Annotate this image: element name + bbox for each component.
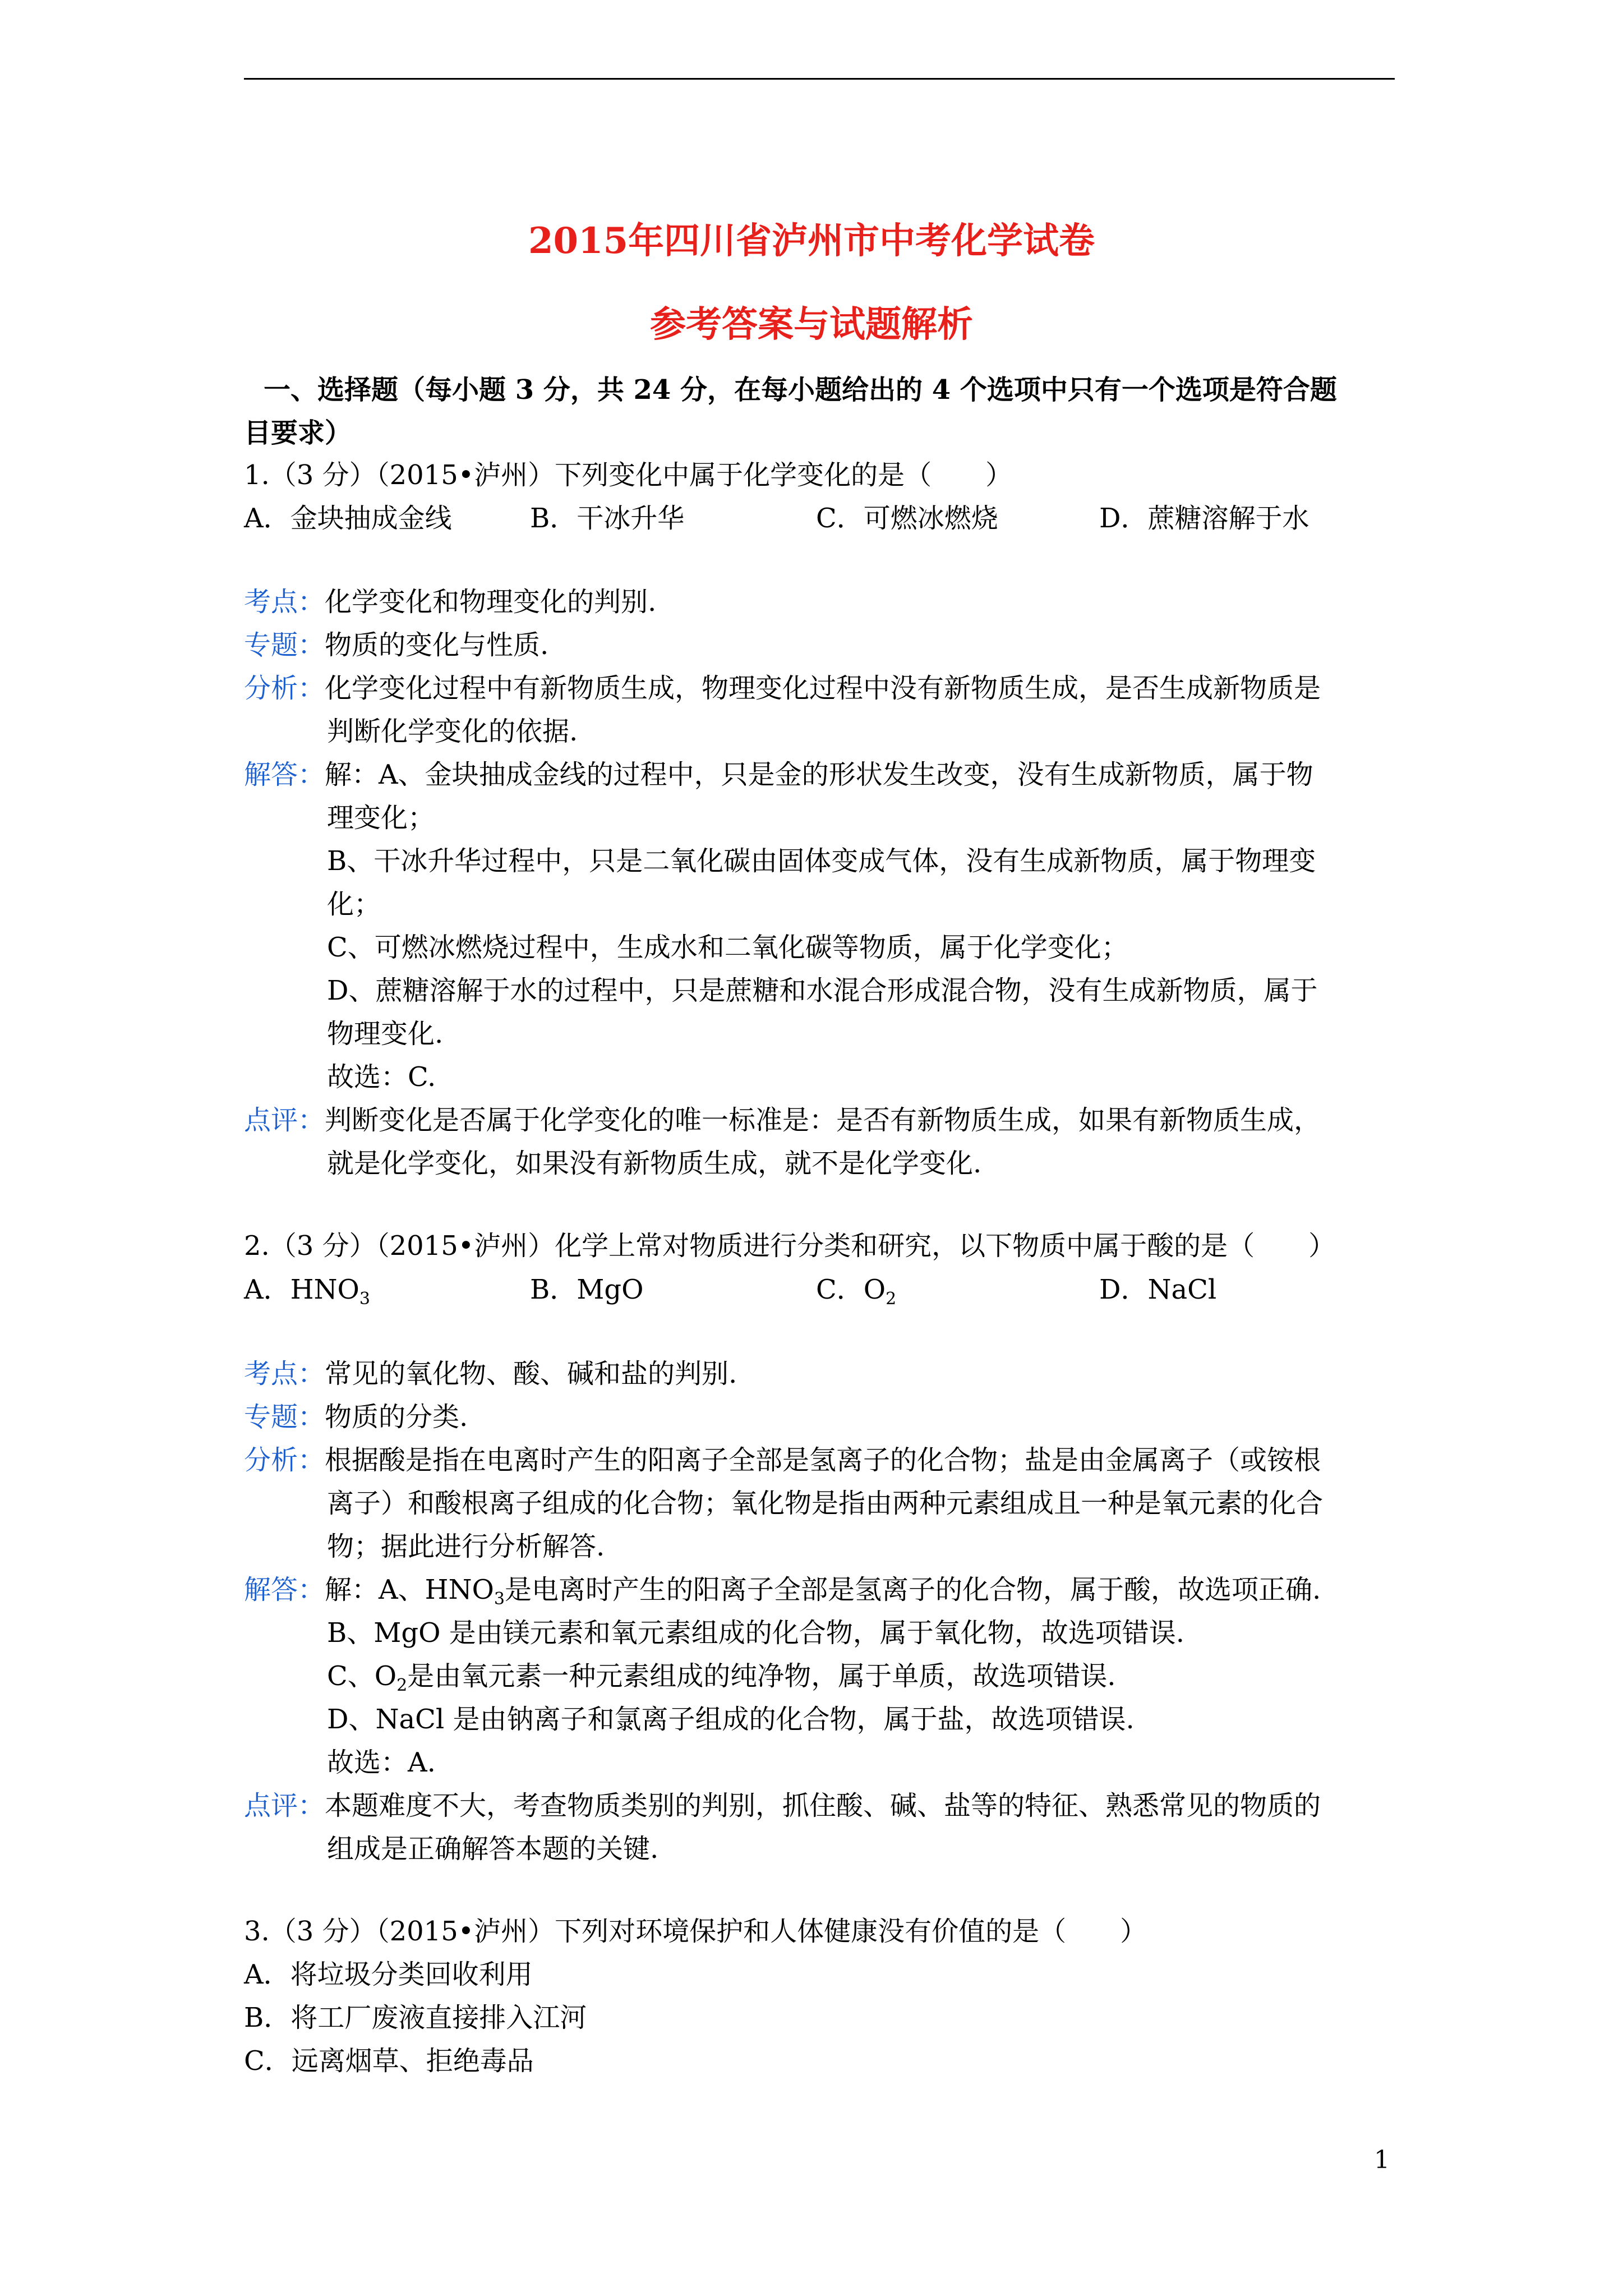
q2-jieda [244,1572,1321,1607]
q2-zhuanti-text: 物质的分类. [325,1401,468,1433]
q1-jieda-6: D、蔗糖溶解于水的过程中，只是蔗糖和水混合形成混合物，没有生成新物质，属于 [327,975,1318,1006]
q1-fenxi-text-2: 判断化学变化的依据. [327,716,578,747]
q2-dianping [244,1788,1321,1823]
q2-fenxi-text-1: 根据酸是指在电离时产生的阳离子全部是氢离子的化合物；盐是由金属离子（或铵根 [325,1444,1321,1476]
label-zhuanti: 专题： [244,629,325,661]
q1-option-b: B．干冰升华 [530,503,685,534]
q1-zhuanti [244,628,548,662]
label-fenxi: 分析： [244,1444,325,1476]
q2-jieda-3 [327,1659,1115,1694]
q1-jieda-4: 化； [327,889,381,920]
q3-option-c: C．远离烟草、拒绝毒品 [244,2045,534,2077]
q1-dianping-2: 就是化学变化，如果没有新物质生成，就不是化学变化. [327,1148,982,1179]
label-zhuanti: 专题： [244,1401,325,1433]
q2-jieda-3a: C、O [327,1660,397,1692]
page-number: 1 [1374,2146,1390,2174]
q1-dianping [244,1103,1321,1138]
q2-option-c-text: C．O [816,1274,886,1305]
label-fenxi: 分析： [244,673,325,704]
q2-option-b: B．MgO [530,1274,644,1305]
label-kaodian: 考点： [244,586,325,618]
q1-jieda [244,757,1313,792]
q1-stem: 1.（3 分）（2015•泸州）下列变化中属于化学变化的是（ ） [244,459,1013,491]
label-dianping: 点评： [244,1790,325,1821]
q1-jieda-2: 理变化； [327,802,435,834]
document-title: 2015年四川省泸州市中考化学试卷 [528,220,1095,262]
q2-fenxi-text-2: 离子）和酸根离子组成的化合物；氧化物是指由两种元素组成且一种是氧元素的化合 [327,1488,1324,1519]
q1-zhuanti-text: 物质的变化与性质. [325,629,549,661]
q2-option-a-text: A．HNO [244,1274,359,1305]
q1-kaodian-text: 化学变化和物理变化的判别. [325,586,657,618]
q2-option-a [244,1272,370,1307]
q2-jieda-1-sub: 3 [494,1589,505,1609]
q2-fenxi [244,1443,1321,1478]
q1-fenxi-text-1: 化学变化过程中有新物质生成，物理变化过程中没有新物质生成，是否生成新物质是 [325,673,1321,704]
q1-option-d: D．蔗糖溶解于水 [1099,503,1310,534]
section-heading-line2: 目要求） [244,417,352,449]
q3-stem: 3.（3 分）（2015•泸州）下列对环境保护和人体健康没有价值的是（ ） [244,1916,1147,1947]
label-jieda: 解答： [244,1574,325,1605]
q2-fenxi-text-3: 物；据此进行分析解答. [327,1531,605,1562]
q2-stem: 2.（3 分）（2015•泸州）化学上常对物质进行分类和研究，以下物质中属于酸的是（ ） [244,1230,1336,1262]
q1-jieda-5: C、可燃冰燃烧过程中，生成水和二氧化碳等物质，属于化学变化； [327,932,1128,963]
q2-jieda-1a: 解：A、HNO [325,1574,494,1605]
q2-option-c [816,1272,896,1307]
q3-option-a: A．将垃圾分类回收利用 [244,1959,533,1990]
q2-dianping-1: 本题难度不大，考查物质类别的判别，抓住酸、碱、盐等的特征、熟悉常见的物质的 [325,1790,1321,1821]
label-jieda: 解答： [244,759,325,790]
q1-dianping-1: 判断变化是否属于化学变化的唯一标准是：是否有新物质生成，如果有新物质生成， [325,1105,1321,1136]
q1-fenxi [244,671,1321,706]
q2-jieda-2: B、MgO 是由镁元素和氧元素组成的化合物，属于氧化物，故选项错误. [327,1617,1185,1649]
q2-zhuanti [244,1400,468,1434]
q2-option-d: D．NaCl [1099,1274,1217,1305]
q1-jieda-1: 解：A、金块抽成金线的过程中，只是金的形状发生改变，没有生成新物质，属于物 [325,759,1313,790]
label-kaodian: 考点： [244,1358,325,1389]
q2-dianping-2: 组成是正确解答本题的关键. [327,1833,659,1865]
q1-jieda-8: 故选：C. [327,1061,436,1093]
q2-option-c-sub: 2 [886,1289,897,1309]
q2-jieda-3b: 是由氧元素一种元素组成的纯净物，属于单质，故选项错误. [407,1660,1116,1692]
label-dianping: 点评： [244,1105,325,1136]
q2-kaodian [244,1356,737,1391]
q1-option-c: C．可燃冰燃烧 [816,503,998,534]
q2-jieda-3-sub: 2 [396,1676,408,1695]
q2-jieda-1b: 是电离时产生的阳离子全部是氢离子的化合物，属于酸，故选项正确. [505,1574,1321,1605]
q1-kaodian [244,585,656,619]
q1-jieda-7: 物理变化. [327,1018,444,1050]
q2-option-a-sub: 3 [359,1289,370,1309]
q2-kaodian-text: 常见的氧化物、酸、碱和盐的判别. [325,1358,737,1389]
header-rule [244,78,1395,80]
section-heading-line1: 一、选择题（每小题 3 分，共 24 分，在每小题给出的 4 个选项中只有一个选项是符合题 [264,374,1337,406]
q2-jieda-4: D、NaCl 是由钠离子和氯离子组成的化合物，属于盐，故选项错误. [327,1704,1135,1735]
q2-jieda-5: 故选：A. [327,1747,436,1778]
q1-jieda-3: B、干冰升华过程中，只是二氧化碳由固体变成气体，没有生成新物质，属于物理变 [327,845,1316,877]
q3-option-b: B．将工厂废液直接排入江河 [244,2002,587,2033]
document-subtitle: 参考答案与试题解析 [650,303,973,346]
q1-option-a: A．金块抽成金线 [244,503,452,534]
